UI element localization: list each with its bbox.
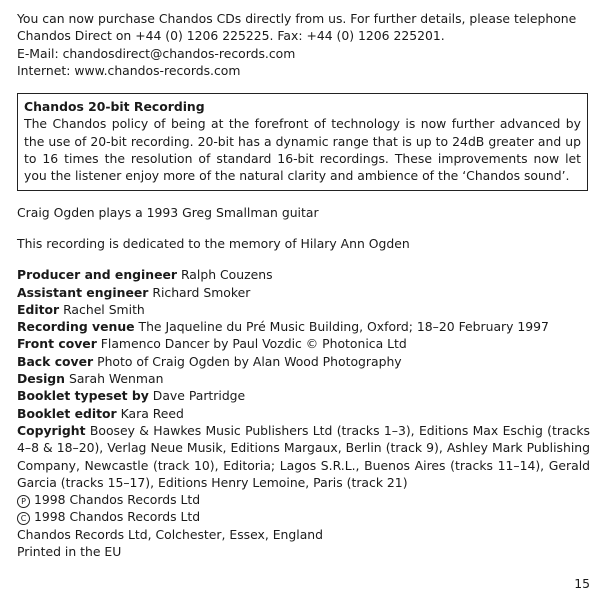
credit-label: Design bbox=[17, 371, 66, 387]
guitar-note: Craig Ogden plays a 1993 Greg Smallman guitar bbox=[17, 204, 319, 220]
credit-label: Front cover bbox=[17, 336, 97, 352]
credit-label: Copyright bbox=[17, 422, 86, 438]
booklet-page bbox=[17, 10, 590, 560]
copyright-row bbox=[17, 422, 590, 491]
credit-value: Rachel Smith bbox=[63, 301, 145, 317]
credit-value: Richard Smoker bbox=[152, 284, 251, 300]
phonogram-text: 1998 Chandos Records Ltd bbox=[34, 492, 201, 508]
credit-row bbox=[17, 335, 590, 352]
printed-line: Printed in the EU bbox=[17, 544, 122, 560]
address-line: Chandos Records Ltd, Colchester, Essex, England bbox=[17, 526, 324, 542]
credit-row bbox=[17, 353, 590, 370]
credit-label: Recording venue bbox=[17, 319, 135, 335]
copyright-icon: C bbox=[17, 512, 30, 525]
recording-info-box bbox=[17, 93, 588, 190]
credit-value: The Jaqueline du Pré Music Building, Oxford; 18–20 February 1997 bbox=[138, 319, 549, 335]
credit-value: Photo of Craig Ogden by Alan Wood Photography bbox=[97, 353, 402, 369]
credits-list bbox=[17, 266, 590, 560]
purchase-line-1: You can now purchase Chandos CDs directly from us. For further details, please telephone bbox=[17, 11, 577, 26]
credit-value: Flamenco Dancer by Paul Vozdic © Photonica Ltd bbox=[100, 336, 407, 352]
credit-value: Boosey & Hawkes Music Publishers Ltd (tracks 1–3), Editions Max Eschig (tracks 4–8 & 18–20), Verlag Neue Musik, Editions Margaux, Berlin (track 9), Ashley Mark Publishing Company, Newcastle (track 10), Editoria; Lagos S.R.L., Buenos Aires (tracks 11–14), Gerald Garcia (tracks 15–17), Editions Henry Lemoine, Paris (track 21) bbox=[17, 422, 590, 490]
credit-row bbox=[17, 387, 590, 404]
copyright-line bbox=[17, 508, 590, 525]
credit-value: Ralph Couzens bbox=[180, 267, 273, 283]
email-line: E-Mail: chandosdirect@chandos-records.com bbox=[17, 45, 296, 61]
credit-label: Assistant engineer bbox=[17, 284, 149, 300]
credit-row bbox=[17, 301, 590, 318]
credit-label: Editor bbox=[17, 301, 60, 317]
purchase-line-2: Chandos Direct on +44 (0) 1206 225225. Fax: +44 (0) 1206 225201. bbox=[17, 28, 445, 44]
credit-value: Sarah Wenman bbox=[68, 371, 164, 387]
box-title: Chandos 20-bit Recording bbox=[24, 99, 205, 115]
credit-label: Booklet typeset by bbox=[17, 388, 149, 404]
copyright-text: 1998 Chandos Records Ltd bbox=[34, 509, 201, 525]
credit-value: Kara Reed bbox=[120, 405, 184, 421]
credit-label: Producer and engineer bbox=[17, 267, 178, 283]
phonogram-icon: P bbox=[17, 495, 30, 508]
credit-label: Back cover bbox=[17, 353, 94, 369]
box-text: The Chandos policy of being at the forefront of technology is now further advanced by the use of 20-bit recording. 20-bit has a dynamic range that is up to 24dB greater and up to 16 times the resolution of standard 16-bit recordings. These improvements now let you the listener enjoy more of the natural clarity and ambience of the ‘Chandos sound’. bbox=[24, 116, 581, 184]
credit-row bbox=[17, 370, 590, 387]
credit-value: Dave Partridge bbox=[152, 388, 246, 404]
website-line: Internet: www.chandos-records.com bbox=[17, 62, 241, 78]
page-number: 15 bbox=[574, 576, 590, 591]
credit-row bbox=[17, 405, 590, 422]
credit-row bbox=[17, 284, 590, 301]
purchase-info bbox=[17, 10, 590, 79]
phonogram-line bbox=[17, 491, 590, 508]
credit-row bbox=[17, 318, 590, 335]
dedication-note: This recording is dedicated to the memory of Hilary Ann Ogden bbox=[17, 235, 410, 251]
credit-label: Booklet editor bbox=[17, 405, 117, 421]
credit-row bbox=[17, 266, 590, 283]
